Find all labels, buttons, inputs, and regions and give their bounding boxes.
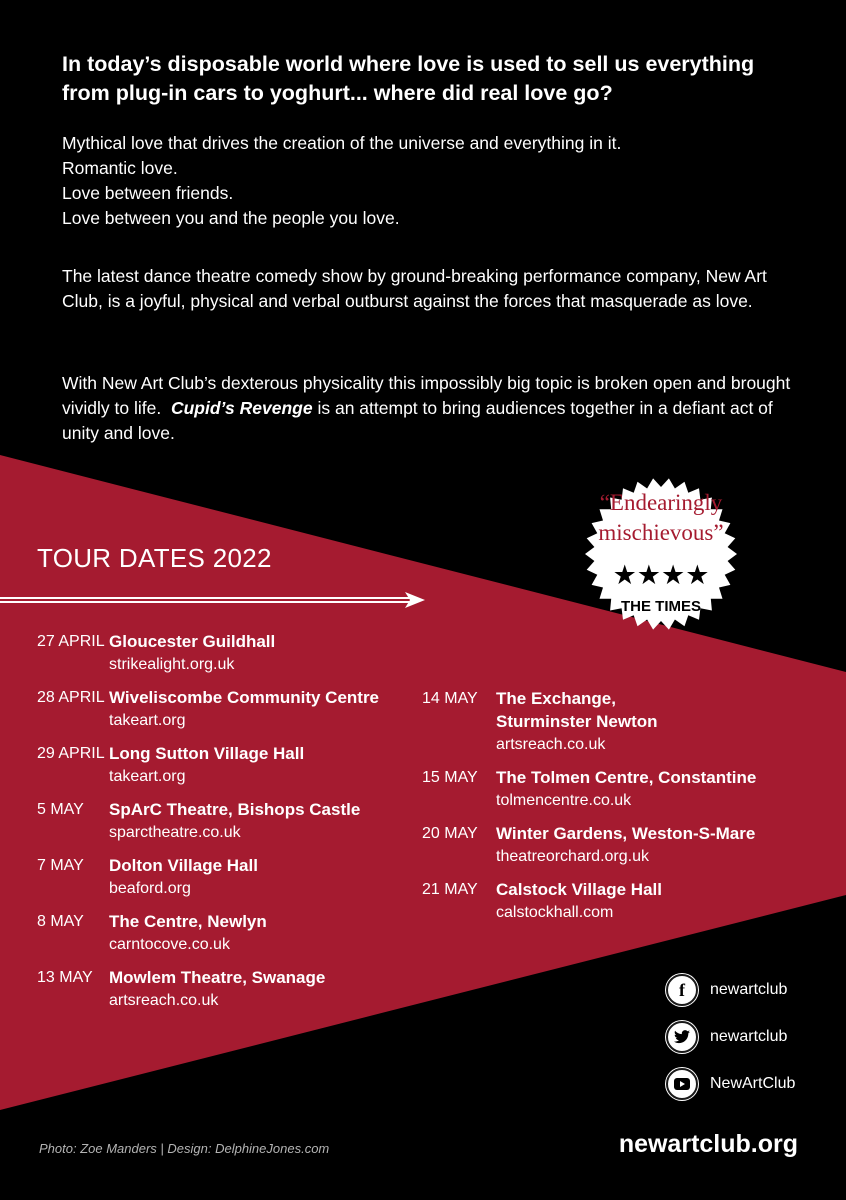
- tour-list-left: [37, 630, 379, 1022]
- social-facebook[interactable]: [666, 974, 826, 1006]
- tour-venue: Wiveliscombe Community Centre: [109, 688, 380, 707]
- social-youtube[interactable]: [666, 1068, 826, 1100]
- tour-website[interactable]: artsreach.co.uk: [496, 736, 606, 753]
- tour-venue: The Tolmen Centre, Constantine: [496, 768, 757, 787]
- tour-website[interactable]: tolmencentre.co.uk: [496, 792, 632, 809]
- tour-website[interactable]: carntocove.co.uk: [109, 936, 230, 953]
- tour-venue: Sturminster Newton: [496, 712, 658, 731]
- tour-item: [37, 910, 379, 956]
- website-link[interactable]: newartclub.org: [618, 1130, 798, 1158]
- tour-website[interactable]: artsreach.co.uk: [109, 992, 219, 1009]
- youtube-handle[interactable]: NewArtClub: [710, 1075, 796, 1092]
- review-quote-line1: “Endearingly: [599, 490, 723, 515]
- review-source: THE TIMES: [620, 598, 702, 615]
- tour-website[interactable]: takeart.org: [109, 768, 186, 785]
- tour-venue: Mowlem Theatre, Swanage: [109, 968, 326, 987]
- tour-item: [422, 878, 756, 924]
- tour-date: 20 MAY: [422, 825, 478, 842]
- review-badge: [585, 478, 737, 629]
- tour-date: 15 MAY: [422, 769, 478, 786]
- twitter-icon[interactable]: [666, 1021, 698, 1053]
- tour-venue: Long Sutton Village Hall: [109, 744, 305, 763]
- intro-line: Love between friends.: [62, 183, 234, 203]
- tour-item: [422, 687, 756, 756]
- facebook-icon[interactable]: f: [666, 974, 698, 1006]
- tour-website[interactable]: sparctheatre.co.uk: [109, 824, 241, 841]
- tour-website[interactable]: strikealight.org.uk: [109, 656, 235, 673]
- review-quote-line2: mischievous”: [598, 520, 724, 545]
- headline: In today’s disposable world where love is used to sell us everything from plug-in cars to yoghurt... where did real love go?: [62, 52, 755, 105]
- tour-item: [37, 742, 379, 788]
- tour-date: 28 APRIL: [37, 689, 105, 706]
- tour-date: 7 MAY: [37, 857, 84, 874]
- tour-venue: Gloucester Guildhall: [109, 632, 276, 651]
- tour-item: [37, 798, 379, 844]
- tour-date: 14 MAY: [422, 690, 478, 707]
- tour-date: 21 MAY: [422, 881, 478, 898]
- tour-item: [422, 822, 756, 868]
- photo-design-credit: Photo: Zoe Manders | Design: DelphineJones.com: [39, 1141, 330, 1156]
- tour-date: 29 APRIL: [37, 745, 105, 762]
- tour-date: 13 MAY: [37, 969, 93, 986]
- tour-item: [422, 766, 756, 812]
- tour-date: 5 MAY: [37, 801, 84, 818]
- tour-venue: SpArC Theatre, Bishops Castle: [109, 800, 361, 819]
- unity-paragraph: [62, 371, 802, 446]
- tour-list-right: [422, 687, 756, 934]
- twitter-handle[interactable]: newartclub: [710, 1028, 788, 1045]
- tour-item: [37, 854, 379, 900]
- unity-text-part1: With New Art Club’s dexterous physicality this impossibly big topic is broken open and brought vividly to life.: [62, 373, 791, 418]
- intro-line: Mythical love that drives the creation of the universe and everything in it.: [62, 133, 622, 153]
- tour-venue: The Exchange,: [496, 689, 616, 708]
- show-title: Cupid’s Revenge: [170, 398, 313, 418]
- tour-website[interactable]: takeart.org: [109, 712, 186, 729]
- facebook-handle[interactable]: newartclub: [710, 981, 788, 998]
- tour-item: [37, 630, 379, 676]
- social-twitter[interactable]: [666, 1021, 826, 1053]
- tour-dates-title: TOUR DATES 2022: [37, 543, 272, 573]
- tour-venue: Dolton Village Hall: [109, 856, 258, 875]
- tour-website[interactable]: calstockhall.com: [496, 904, 614, 921]
- tour-website[interactable]: theatreorchard.org.uk: [496, 848, 649, 865]
- tour-item: [37, 966, 379, 1012]
- tour-date: 8 MAY: [37, 913, 84, 930]
- intro-line: Romantic love.: [62, 158, 178, 178]
- tour-venue: Winter Gardens, Weston-S-Mare: [496, 824, 756, 843]
- review-stars: ★★★★: [612, 560, 710, 591]
- tour-venue: The Centre, Newlyn: [109, 912, 267, 931]
- tour-venue: Calstock Village Hall: [496, 880, 662, 899]
- intro-line: Love between you and the people you love.: [62, 208, 400, 228]
- tour-date: 27 APRIL: [37, 633, 105, 650]
- intro-paragraph: [62, 131, 802, 231]
- tour-item: [37, 686, 379, 732]
- unity-text-part2: is an attempt to bring audiences together in a defiant act of unity and love.: [62, 398, 773, 443]
- description-paragraph: The latest dance theatre comedy show by ground-breaking performance company, New Art Club, is a joyful, physical and verbal outburst against the forces that masquerade as love.: [62, 266, 767, 311]
- tour-website[interactable]: beaford.org: [109, 880, 191, 897]
- youtube-icon[interactable]: [666, 1068, 698, 1100]
